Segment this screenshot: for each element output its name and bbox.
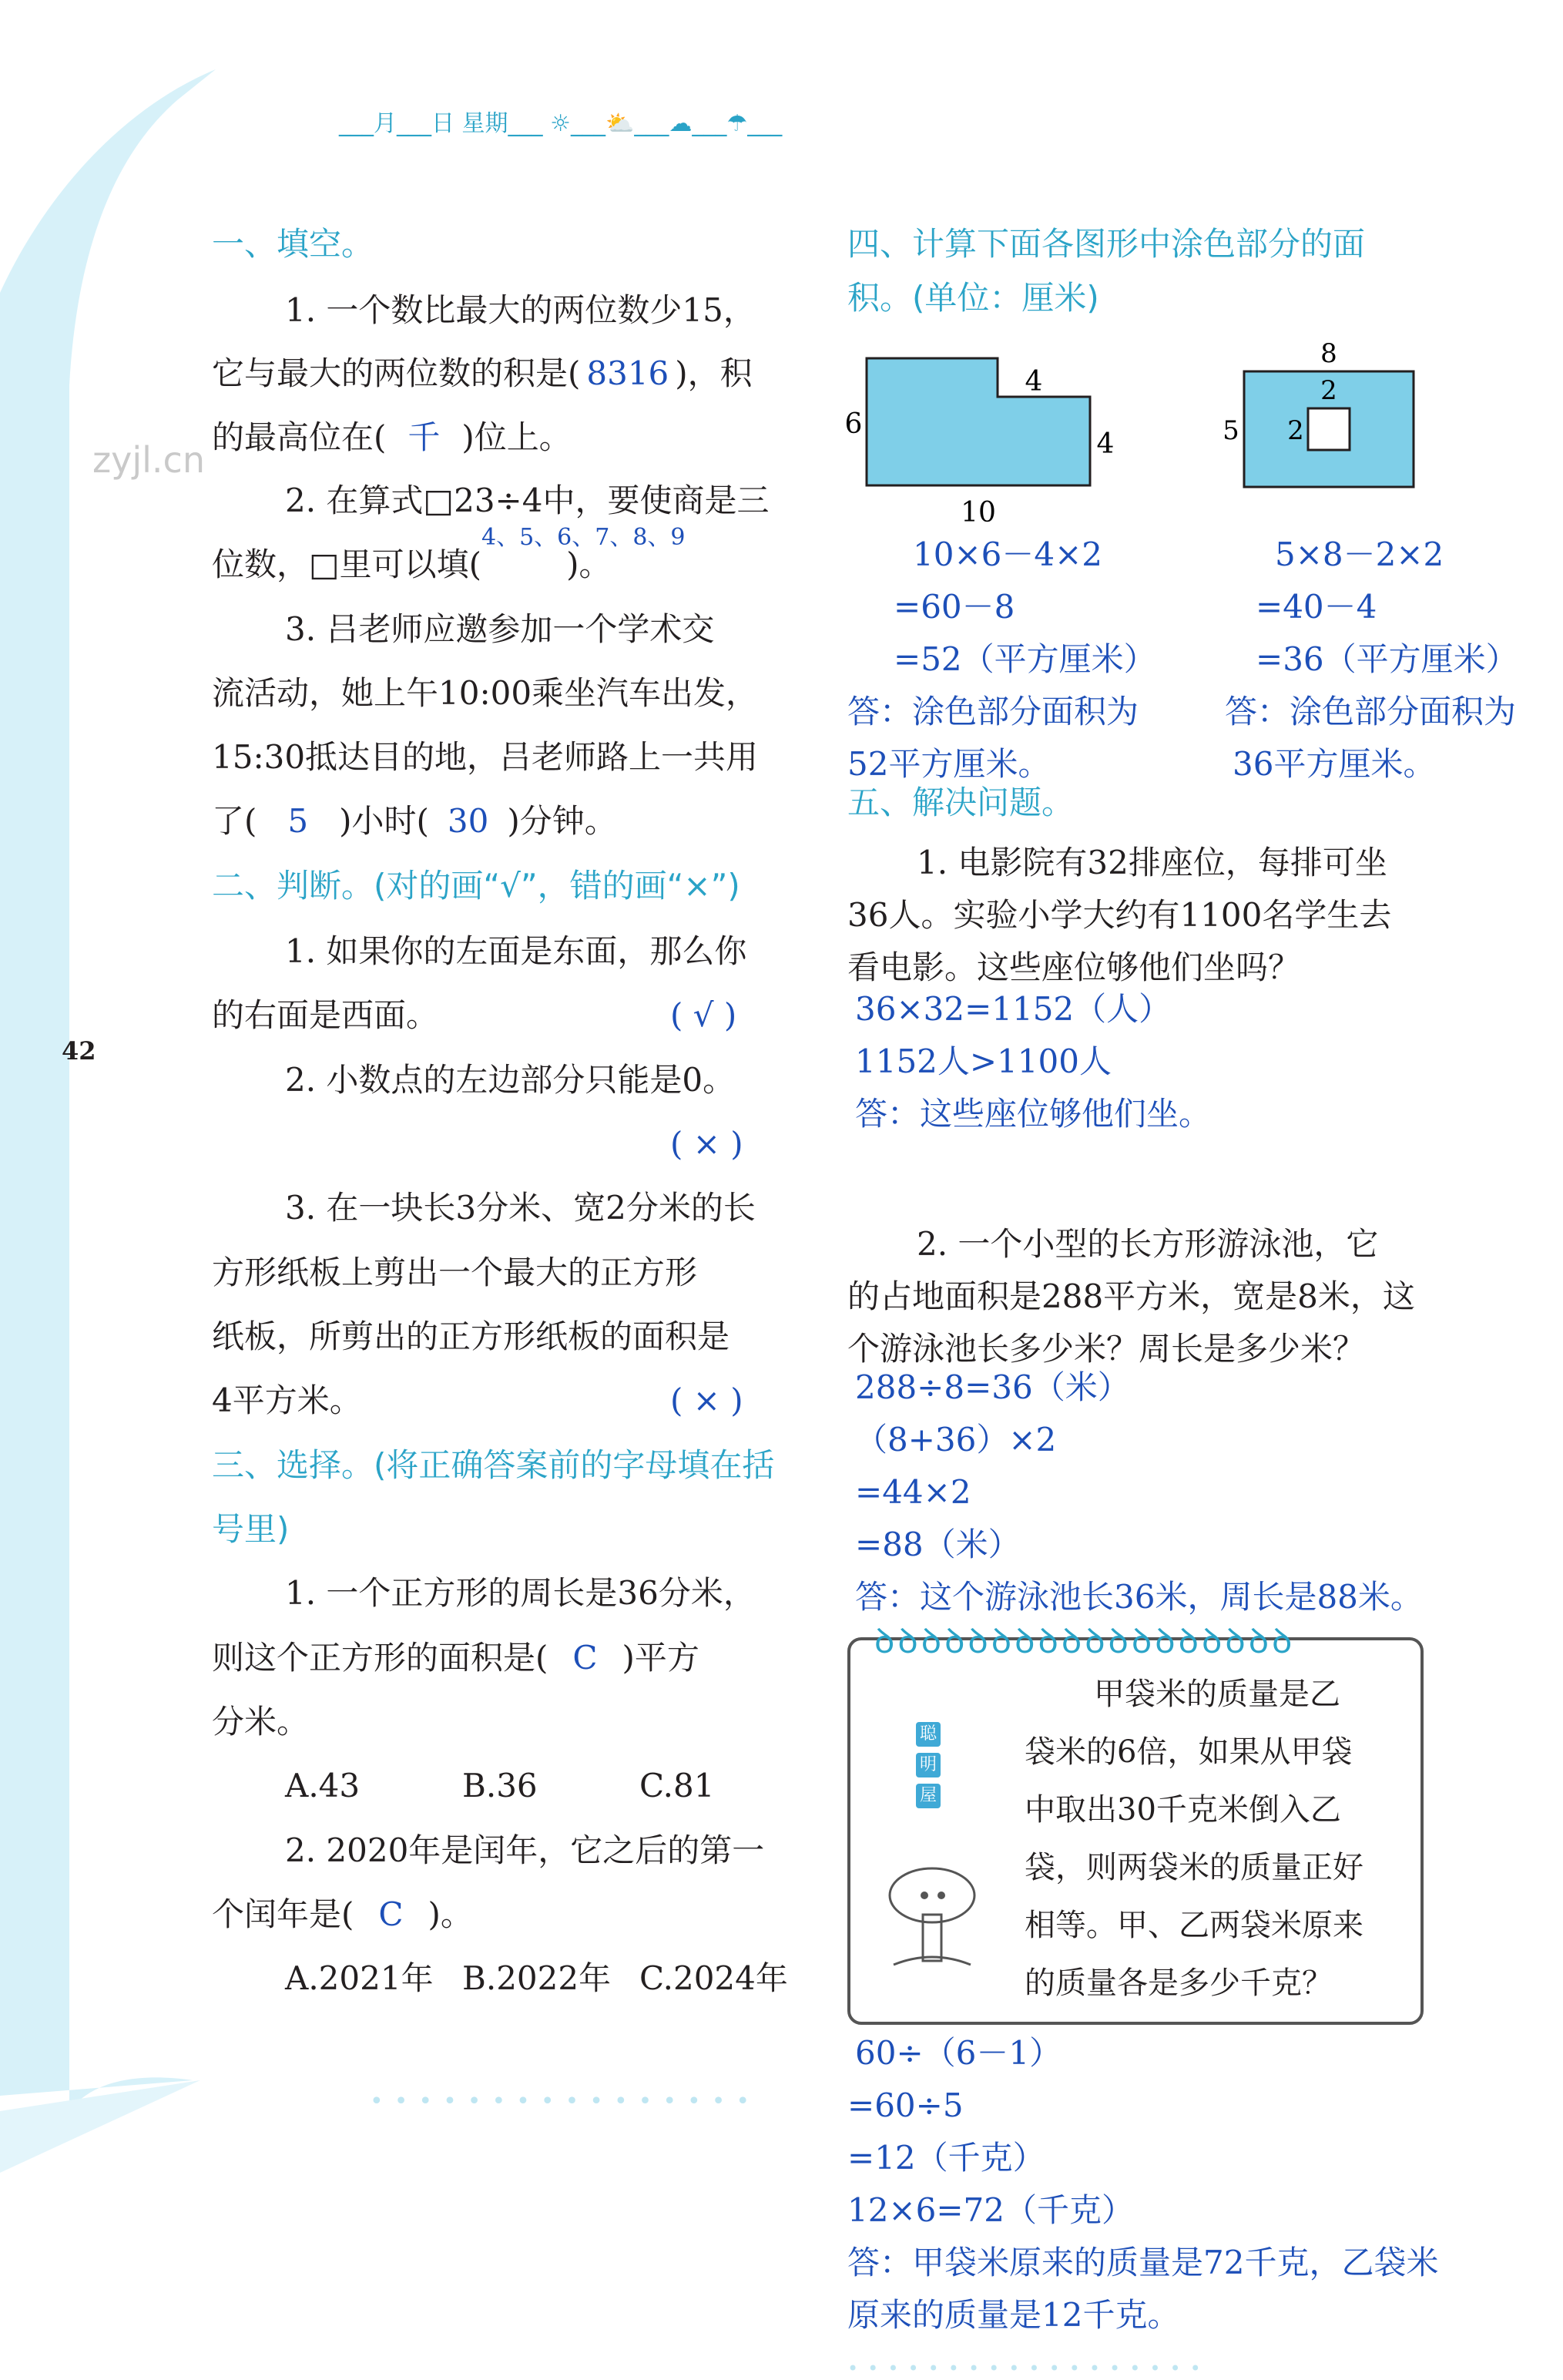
answer-8316: 8316 [586, 354, 669, 392]
text: 它与最大的两位数的积是( [212, 354, 581, 392]
s3-q1-option-c: C.81 [639, 1767, 715, 1804]
s1-q3-line2: 流活动，她上午10:00乘坐汽车出发， [212, 674, 759, 712]
dotted-decoration: •••••••••••••••• [370, 2088, 761, 2115]
text: )小时( [339, 802, 429, 840]
fig1-sol-line1: 10×6－4×2 [913, 535, 1102, 573]
page-number: 42 [62, 1036, 96, 1066]
s5-q2-sol-line1: 288÷8=36（米） [855, 1368, 1130, 1406]
text: 个闰年是( [212, 1895, 354, 1933]
fig1-label-left: 6 [844, 408, 863, 440]
s2-q3-line1: 3. 在一块长3分米、宽2分米的长 [285, 1189, 756, 1227]
s2-q1-answer: ( √ ) [670, 996, 737, 1034]
section5-title: 五、解决问题。 [847, 784, 1075, 821]
fig1-sol-line5: 52平方厘米。 [847, 745, 1051, 783]
watermark-text: zyjl.cn [92, 439, 205, 481]
s2-q3-line4: 4平方米。 [212, 1381, 362, 1419]
section2-title: 二、判断。(对的画“√”，错的画“×”) [212, 867, 740, 905]
s5-q1-line1: 1. 电影院有32排座位，每排可坐 [917, 844, 1387, 881]
fig1-label-right: 4 [1096, 428, 1115, 460]
month-label: 月 [374, 110, 397, 137]
s5-q2-sol-line3: =44×2 [855, 1473, 971, 1511]
s2-q3-line2: 方形纸板上剪出一个最大的正方形 [212, 1254, 698, 1291]
s2-q1-line1: 1. 如果你的左面是东面，那么你 [285, 932, 747, 970]
fig1-sol-line3: =52（平方厘米） [894, 640, 1156, 678]
badge-char: 屋 [916, 1784, 941, 1808]
fig1-label-top: 4 [1025, 366, 1043, 398]
s5-q2-line2: 的占地面积是288平方米，宽是8米，这 [847, 1277, 1415, 1315]
day-label: 日 [431, 110, 454, 137]
section1-title: 一、填空。 [212, 225, 374, 263]
text: 了( [212, 802, 257, 840]
partly-cloudy-icon: ⛅ [605, 110, 635, 137]
fig2-sol-line5: 36平方厘米。 [1233, 745, 1436, 783]
fig2-label-top: 8 [1320, 339, 1337, 369]
fig2-label-inner-top: 2 [1320, 375, 1337, 406]
s5-q1-sol-line3: 答：这些座位够他们坐。 [855, 1095, 1212, 1133]
sun-icon: ☼ [550, 110, 571, 137]
s2-q2-line1: 2. 小数点的左边部分只能是0。 [285, 1061, 736, 1099]
answer-c2: C [378, 1895, 404, 1933]
cloud-icon: ☁ [669, 110, 693, 137]
s5-q2-sol-line2: （8+36）×2 [855, 1421, 1057, 1459]
s5-q1-sol-line1: 36×32=1152（人） [855, 990, 1172, 1028]
text: 则这个正方形的面积是( [212, 1639, 548, 1677]
rain-icon: ☂ [726, 110, 748, 137]
answer-qian: 千 [408, 418, 441, 456]
s3-q1-line1: 1. 一个正方形的周长是36分米， [285, 1574, 756, 1612]
dotted-decoration: •••••••••••••••••• [847, 2358, 1210, 2379]
text: )平方 [622, 1639, 699, 1677]
s2-q1-line2: 的右面是西面。 [212, 996, 439, 1034]
fig2-label-inner-left: 2 [1287, 415, 1304, 446]
s1-q2-line1: 2. 在算式□23÷4中，要使商是三 [285, 482, 770, 519]
s5-q2-sol-line4: =88（米） [855, 1526, 1021, 1563]
bonus-line3: 中取出30千克米倒入乙 [1025, 1792, 1341, 1828]
bonus-line6: 的质量各是多少千克？ [1025, 1965, 1333, 2001]
fig1-sol-line2: =60－8 [894, 588, 1015, 626]
notebook-rings: ꝺꝺꝺꝺꝺꝺꝺꝺꝺꝺꝺꝺꝺꝺꝺꝺꝺꝺ [874, 1622, 1296, 1661]
bonus-sol-line6: 原来的质量是12千克。 [847, 2296, 1180, 2334]
s1-q3-line3: 15:30抵达目的地，吕老师路上一共用 [212, 738, 759, 776]
fig2-label-left: 5 [1223, 415, 1239, 446]
fig2-sol-line3: =36（平方厘米） [1256, 640, 1518, 678]
s3-q2-line1: 2. 2020年是闰年，它之后的第一 [285, 1831, 765, 1869]
bonus-sol-line4: 12×6=72（千克） [847, 2191, 1134, 2229]
s1-q1-line3 [212, 418, 572, 457]
figure2-shaded-shape [1209, 339, 1441, 509]
s5-q1-sol-line2: 1152人>1100人 [855, 1042, 1112, 1080]
s1-q2-answer: 4、5、6、7、8、9 [481, 524, 686, 551]
s5-q1-line2: 36人。实验小学大约有1100名学生去 [847, 896, 1392, 934]
text: )位上。 [461, 418, 572, 456]
smart-house-badge [914, 1722, 942, 1861]
s3-q2-option-a: A.2021年 [285, 1959, 434, 1997]
s2-q3-answer: ( × ) [670, 1381, 743, 1419]
text: )。 [428, 1895, 473, 1933]
s2-q2-answer: ( × ) [670, 1125, 743, 1163]
answer-30: 30 [447, 802, 489, 840]
section3-title-line1: 三、选择。(将正确答案前的字母填在括 [212, 1446, 775, 1484]
bonus-sol-line2: =60÷5 [847, 2086, 964, 2124]
fig2-sol-line1: 5×8－2×2 [1275, 535, 1444, 573]
section4-title-line1: 四、计算下面各图形中涂色部分的面 [847, 225, 1366, 263]
bonus-line2: 袋米的6倍，如果从甲袋 [1025, 1734, 1353, 1770]
bonus-sol-line5: 答：甲袋米原来的质量是72千克，乙袋米 [847, 2244, 1439, 2281]
s3-q2-line2 [212, 1895, 473, 1934]
s3-q1-line3: 分米。 [212, 1703, 310, 1741]
s3-q1-option-a: A.43 [285, 1767, 361, 1804]
text: )，积 [675, 354, 753, 392]
date-weather-header: ___月___日 星期___ ☼___⛅___☁___☂___ [339, 110, 783, 137]
text: )。 [566, 545, 612, 583]
bonus-line4: 袋，则两袋米的质量正好 [1025, 1850, 1363, 1885]
text: )分钟。 [507, 802, 617, 840]
badge-char: 聪 [916, 1722, 941, 1747]
s2-q3-line3: 纸板，所剪出的正方形纸板的面积是 [212, 1318, 730, 1355]
bonus-line1: 甲袋米的质量是乙 [1094, 1677, 1340, 1712]
s1-q3-line4 [212, 802, 617, 841]
s1-q1-line1: 1. 一个数比最大的两位数少15， [285, 291, 756, 329]
s5-q2-line1: 2. 一个小型的长方形游泳池，它 [917, 1225, 1379, 1263]
s5-q1-line3: 看电影。这些座位够他们坐吗？ [847, 948, 1301, 986]
text: 的最高位在( [212, 418, 387, 456]
section4-title-line2: 积。(单位：厘米) [847, 279, 1099, 317]
fig1-sol-line4: 答：涂色部分面积为 [847, 693, 1139, 730]
weekday-label: 星期 [461, 110, 508, 137]
fig1-label-bottom: 10 [961, 497, 996, 529]
answer-5: 5 [287, 802, 309, 840]
section3-title-line2: 号里) [212, 1510, 290, 1548]
s3-q2-option-b: B.2022年 [462, 1959, 612, 1997]
s3-q2-option-c: C.2024年 [639, 1959, 788, 1997]
bonus-sol-line3: =12（千克） [847, 2139, 1045, 2177]
text: 位数，□里可以填( [212, 545, 482, 583]
s3-q1-option-b: B.36 [462, 1767, 538, 1804]
badge-char: 明 [916, 1753, 941, 1777]
s5-q2-sol-line5: 答：这个游泳池长36米，周长是88米。 [855, 1578, 1423, 1616]
fig2-sol-line2: =40－4 [1256, 588, 1377, 626]
s1-q1-line2 [212, 354, 753, 393]
figure1-shaded-shape [832, 339, 1140, 539]
s3-q1-line2 [212, 1639, 699, 1677]
bonus-sol-line1: 60÷（6－1） [855, 2034, 1062, 2072]
fig2-sol-line4: 答：涂色部分面积为 [1225, 693, 1517, 730]
s5-q2-line3: 个游泳池长多少米？周长是多少米？ [847, 1330, 1366, 1368]
s1-q2-line2 [212, 545, 611, 584]
cartoon-tree-illustration [870, 1857, 994, 1972]
bonus-line5: 相等。甲、乙两袋米原来 [1025, 1908, 1363, 1943]
answer-c1: C [572, 1639, 598, 1677]
s1-q3-line1: 3. 吕老师应邀参加一个学术交 [285, 610, 715, 648]
